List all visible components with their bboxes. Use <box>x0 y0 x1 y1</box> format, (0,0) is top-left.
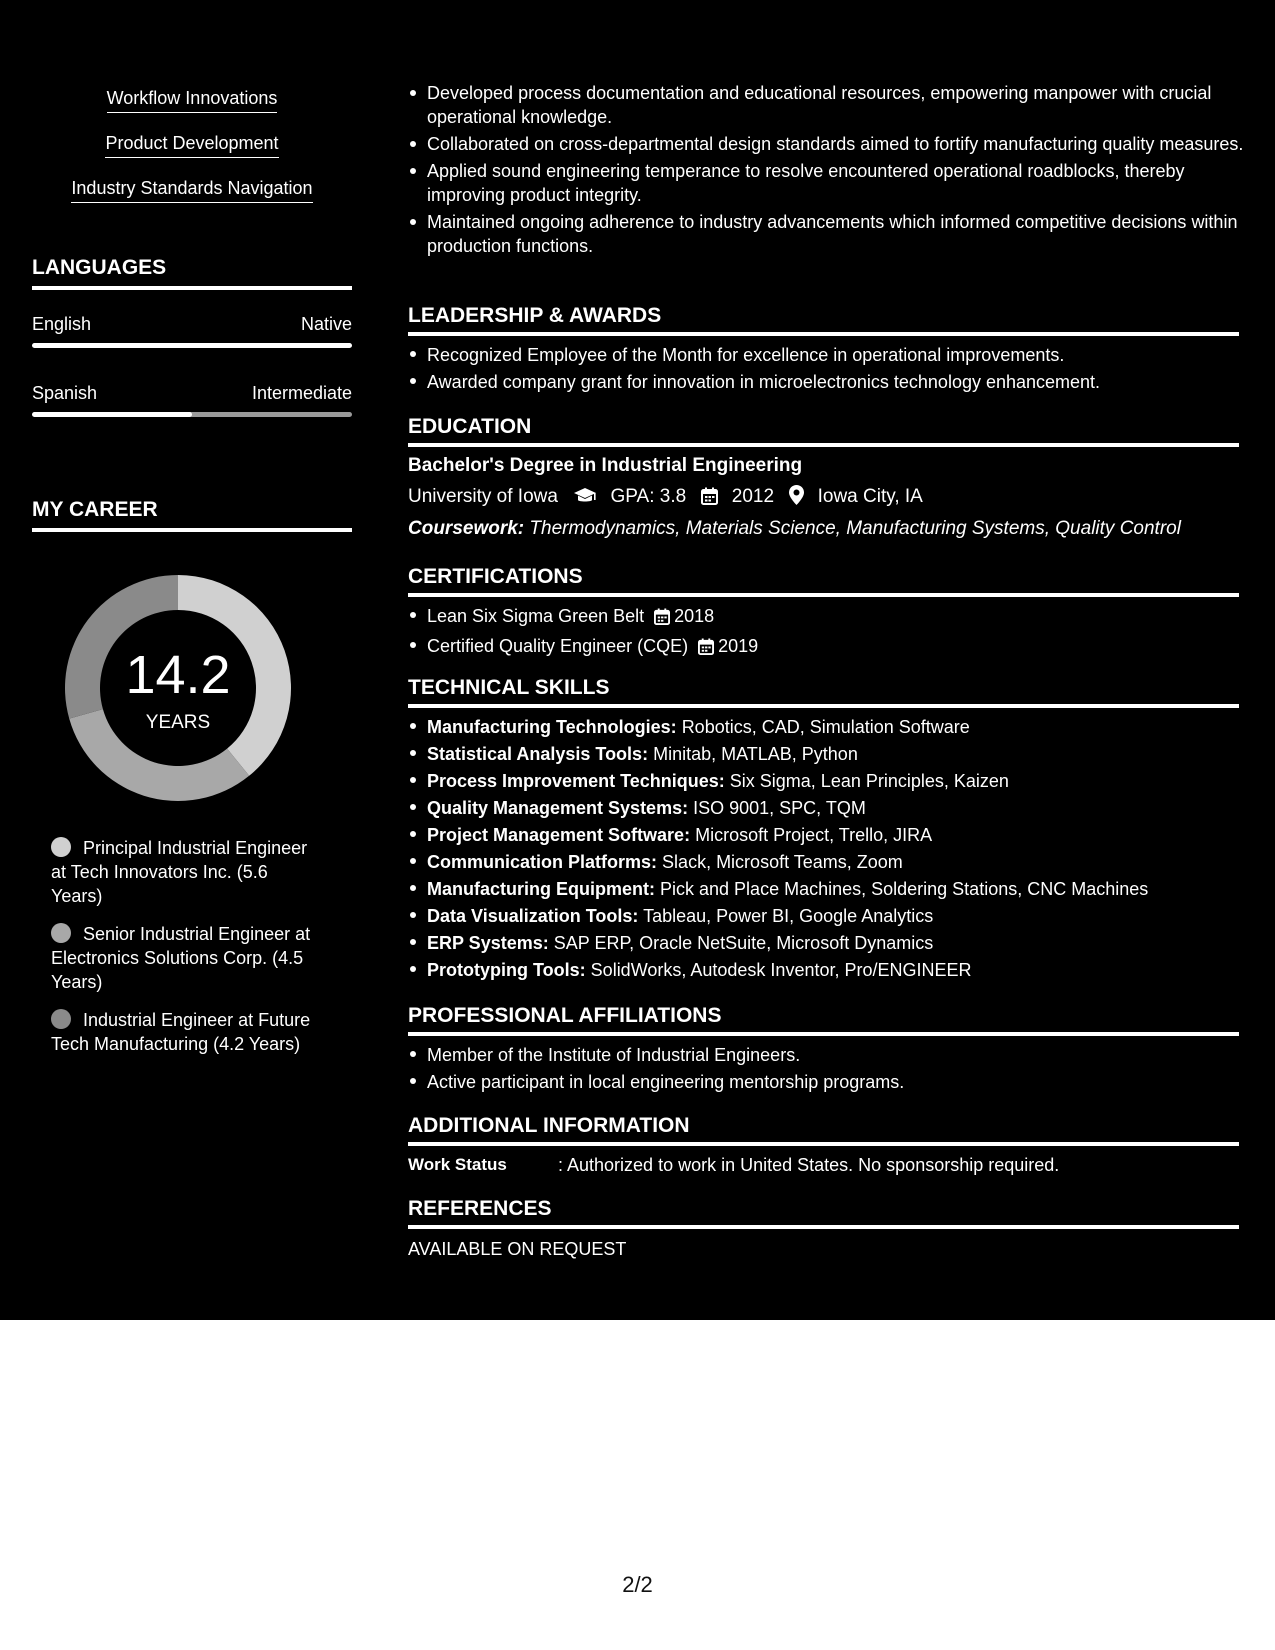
career-item: Senior Industrial Engineer at Electronics Solutions Corp. (4.5 Years) <box>51 924 311 992</box>
language-name: Spanish <box>32 383 98 403</box>
skill-value: Robotics, CAD, Simulation Software <box>681 717 970 737</box>
skill-item <box>427 957 1258 984</box>
skill-value: Microsoft Project, Trello, JIRA <box>695 825 933 845</box>
list-item: Awarded company grant for innovation in microelectronics technology enhancement. <box>427 369 1258 396</box>
skill-link[interactable]: Industry Standards Navigation <box>32 178 352 203</box>
certifications-list <box>408 603 1258 663</box>
technical-skills-list <box>408 714 1258 984</box>
affiliations-heading: PROFESSIONAL AFFILIATIONS <box>408 1004 1239 1036</box>
career-heading: MY CAREER <box>32 498 352 532</box>
education-year: 2012 <box>731 486 775 507</box>
skill-item <box>427 795 1258 822</box>
skill-label: Project Management Software: <box>427 825 691 845</box>
career-item: Principal Industrial Engineer at Tech Innovators Inc. (5.6 Years) <box>51 838 308 906</box>
skill-value: Slack, Microsoft Teams, Zoom <box>662 852 903 872</box>
language-bar-fill <box>32 412 192 417</box>
skill-label: Data Visualization Tools: <box>427 906 639 926</box>
skill-label: Prototyping Tools: <box>427 960 586 980</box>
skill-link[interactable]: Product Development <box>32 133 352 158</box>
skill-item <box>427 930 1258 957</box>
list-item: Certified Quality Engineer (CQE) 2019 <box>427 633 1258 663</box>
work-status-label: Work Status <box>408 1155 507 1174</box>
languages-heading: LANGUAGES <box>32 256 352 290</box>
skill-label: Manufacturing Equipment: <box>427 879 655 899</box>
location-pin-icon <box>789 485 804 511</box>
skill-value: ISO 9001, SPC, TQM <box>693 798 866 818</box>
skill-link[interactable]: Workflow Innovations <box>32 88 352 113</box>
experience-bullets <box>408 81 1258 258</box>
legend-dot <box>51 1009 71 1029</box>
education-heading: EDUCATION <box>408 415 1239 447</box>
skill-label: Communication Platforms: <box>427 852 658 872</box>
list-item: Member of the Institute of Industrial Engineers. <box>427 1042 1258 1069</box>
skill-item <box>427 714 1258 741</box>
technical-skills-heading: TECHNICAL SKILLS <box>408 676 1239 708</box>
calendar-icon <box>698 636 714 663</box>
list-item: Active participant in local engineering mentorship programs. <box>427 1069 1258 1096</box>
list-item: Applied sound engineering temperance to resolve encountered operational roadblocks, thereby improving product integrity. <box>427 159 1258 207</box>
certifications-heading: CERTIFICATIONS <box>408 565 1239 597</box>
legend-dot <box>51 837 71 857</box>
career-donut-chart <box>65 575 291 801</box>
education-location: Iowa City, IA <box>817 486 923 507</box>
language-row <box>32 314 352 335</box>
language-bar-fill <box>32 343 352 348</box>
career-item: Industrial Engineer at Future Tech Manufacturing (4.2 Years) <box>51 1010 311 1054</box>
education-degree: Bachelor's Degree in Industrial Engineering <box>408 455 803 476</box>
list-item: Maintained ongoing adherence to industry advancements which informed competitive decisions within production functions. <box>427 210 1258 258</box>
calendar-icon <box>654 606 670 633</box>
skill-label: ERP Systems: <box>427 933 549 953</box>
leadership-heading: LEADERSHIP & AWARDS <box>408 304 1239 336</box>
education-gpa: GPA: 3.8 <box>610 486 687 507</box>
list-item: Lean Six Sigma Green Belt 2018 <box>427 603 1258 633</box>
language-level: Intermediate <box>251 383 352 403</box>
skill-value: Tableau, Power BI, Google Analytics <box>643 906 934 926</box>
graduation-cap-icon <box>573 487 597 511</box>
career-total-unit: YEARS <box>145 712 211 733</box>
language-bar <box>32 343 352 348</box>
work-status-value: : Authorized to work in United States. No sponsorship required. <box>558 1155 1060 1175</box>
skill-label: Statistical Analysis Tools: <box>427 744 649 764</box>
list-item: Collaborated on cross-departmental design standards aimed to fortify manufacturing quality measures. <box>427 132 1258 156</box>
skill-value: SolidWorks, Autodesk Inventor, Pro/ENGINEER <box>590 960 972 980</box>
skill-label: Quality Management Systems: <box>427 798 689 818</box>
language-row <box>32 383 352 404</box>
language-level: Native <box>300 314 352 334</box>
legend-dot <box>51 923 71 943</box>
additional-info-heading: ADDITIONAL INFORMATION <box>408 1114 1239 1146</box>
skill-item <box>427 903 1258 930</box>
references-text: AVAILABLE ON REQUEST <box>408 1239 627 1259</box>
language-name: English <box>32 314 92 334</box>
list-item: Recognized Employee of the Month for excellence in operational improvements. <box>427 342 1258 369</box>
coursework-value: Thermodynamics, Materials Science, Manufacturing Systems, Quality Control <box>529 518 1181 539</box>
references-heading: REFERENCES <box>408 1197 1239 1229</box>
language-bar <box>32 412 352 417</box>
calendar-icon <box>701 487 718 511</box>
career-total-value: 14.2 <box>125 645 231 705</box>
skill-value: SAP ERP, Oracle NetSuite, Microsoft Dynamics <box>553 933 934 953</box>
coursework-label: Coursework: <box>408 518 525 539</box>
education-coursework <box>408 518 1181 540</box>
affiliations-list <box>408 1042 1258 1096</box>
skill-label: Process Improvement Techniques: <box>427 771 725 791</box>
skill-label: Manufacturing Technologies: <box>427 717 677 737</box>
skill-item <box>427 822 1258 849</box>
skill-item <box>427 876 1258 903</box>
skill-value: Minitab, MATLAB, Python <box>653 744 858 764</box>
skill-item <box>427 768 1258 795</box>
skill-value: Pick and Place Machines, Soldering Stations, CNC Machines <box>660 879 1149 899</box>
skill-item <box>427 741 1258 768</box>
list-item: Developed process documentation and educational resources, empowering manpower with crucial operational knowledge. <box>427 81 1258 129</box>
leadership-list <box>408 342 1258 396</box>
education-school: University of Iowa <box>408 486 558 507</box>
skill-value: Six Sigma, Lean Principles, Kaizen <box>729 771 1009 791</box>
education-details <box>408 485 923 511</box>
page-number: 2/2 <box>622 1572 653 1597</box>
skill-item <box>427 849 1258 876</box>
